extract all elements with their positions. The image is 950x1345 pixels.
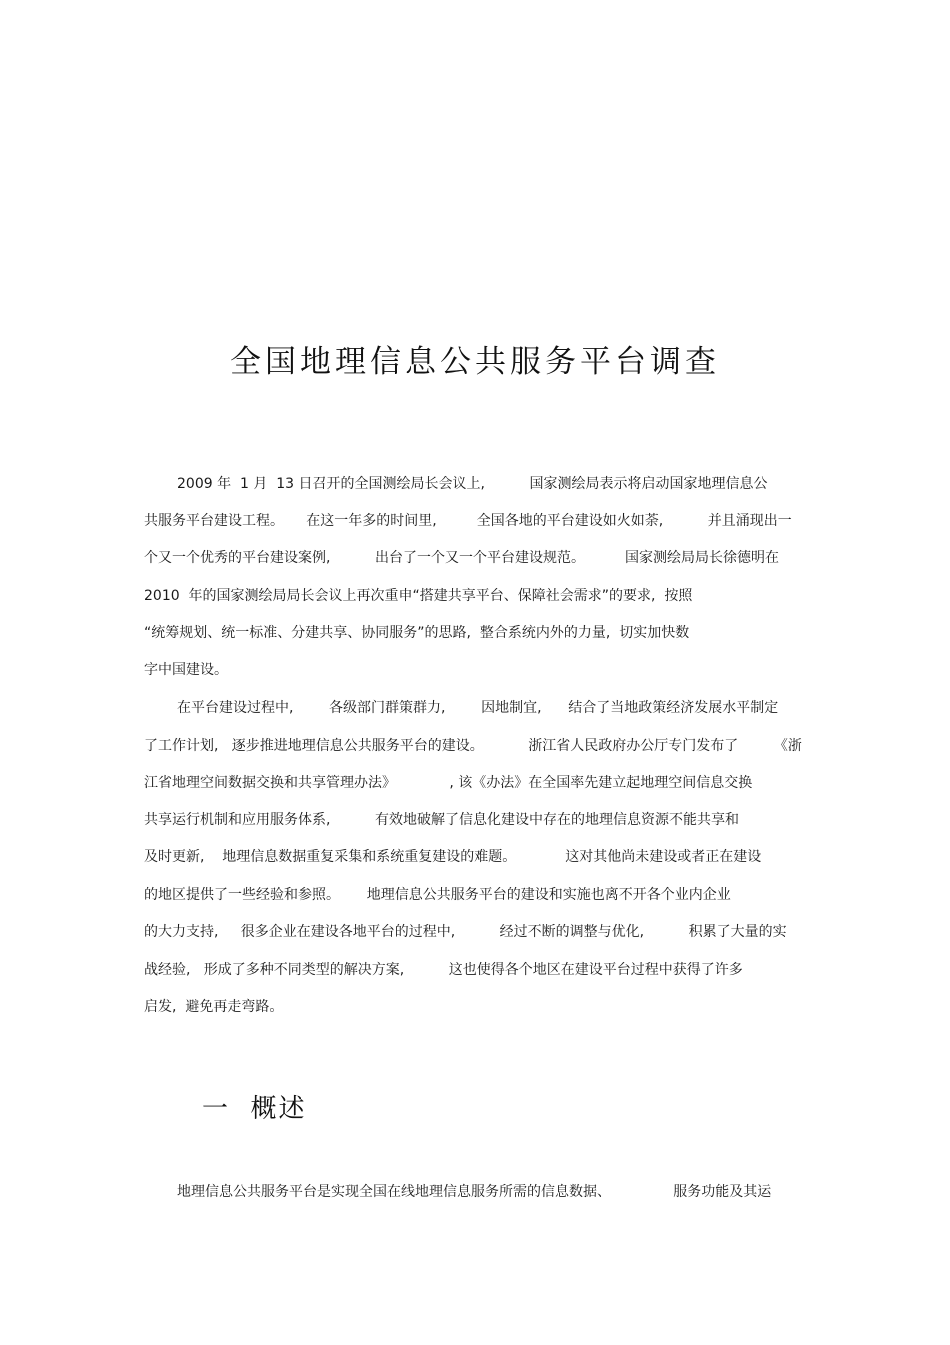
text-line: 共服务平台建设工程。 在这一年多的时间里, 全国各地的平台建设如火如荼, 并且涌现出一	[144, 513, 792, 529]
section-heading-overview: 一 概述	[202, 1094, 307, 1124]
text-line: 字中国建设。	[144, 662, 228, 678]
text-line: 了工作计划, 逐步推进地理信息公共服务平台的建设。 浙江省人民政府办公厅专门发布了 《浙	[144, 738, 802, 754]
text-line: 的大力支持, 很多企业在建设各地平台的过程中, 经过不断的调整与优化, 积累了大量的实	[144, 924, 787, 940]
document-title: 全国地理信息公共服务平台调查	[230, 344, 720, 380]
text-line: 的地区提供了一些经验和参照。 地理信息公共服务平台的建设和实施也离不开各个业内企业	[144, 887, 731, 903]
text-line: 及时更新, 地理信息数据重复采集和系统重复建设的难题。 这对其他尚未建设或者正在建设	[144, 849, 762, 865]
text-line: 2010 年的国家测绘局局长会议上再次重申“搭建共享平台、保障社会需求”的要求, 按照	[144, 588, 693, 604]
text-line: 启发, 避免再走弯路。	[144, 999, 284, 1015]
text-line: 在平台建设过程中, 各级部门群策群力, 因地制宜, 结合了当地政策经济发展水平制定	[177, 700, 779, 716]
text-line: 江省地理空间数据交换和共享管理办法》 , 该《办法》在全国率先建立起地理空间信息交换	[144, 775, 753, 791]
text-line: 2009 年 1 月 13 日召开的全国测绘局长会议上, 国家测绘局表示将启动国家地理信息公	[177, 476, 768, 492]
text-line: 共享运行机制和应用服务体系, 有效地破解了信息化建设中存在的地理信息资源不能共享和	[144, 812, 739, 828]
text-line: 地理信息公共服务平台是实现全国在线地理信息服务所需的信息数据、 服务功能及其运	[177, 1184, 772, 1200]
text-line: 战经验, 形成了多种不同类型的解决方案, 这也使得各个地区在建设平台过程中获得了许多	[144, 962, 743, 978]
text-line: 个又一个优秀的平台建设案例, 出台了一个又一个平台建设规范。 国家测绘局局长徐德明在	[144, 550, 780, 566]
text-line: “统筹规划、统一标准、分建共享、协同服务”的思路, 整合系统内外的力量, 切实加快数	[144, 625, 690, 641]
